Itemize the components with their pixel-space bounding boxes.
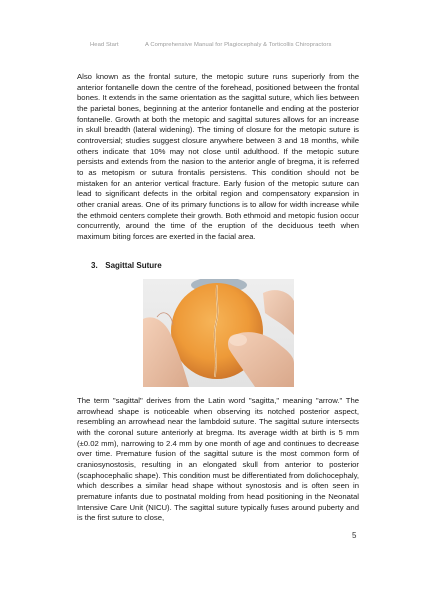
section-heading (91, 261, 162, 270)
page-number: 5 (352, 531, 357, 540)
sagittal-suture-paragraph: The term "sagittal" derives from the Latin word "sagitta," meaning "arrow." The arrowhead shape is noticeable when observing its notched posterior aspect, resembling an arrowhead near the lambdoid suture. The sagittal suture intersects with the coronal suture anteriorly at bregma. Its average width at birth is 5 mm (±0.02 mm), narrowing to 2.4 mm by one month of age and continues to decrease over time. Premature fusion of the sagittal suture is the most common form of craniosynostosis, resulting in an elongated skull from anterior to posterior (scaphocephalic shape). This condition must be differentiated from dolichocephaly, which describes a similar head shape without synostosis and is often seen in premature infants due to postnatal molding from head positioning in the Neonatal Intensive Care Unit (NICU). The sagittal suture typically fuses around puberty and is the first suture to close, (77, 396, 359, 523)
section-number: 3. (91, 261, 98, 270)
section-title: Sagittal Suture (105, 261, 162, 270)
metopic-suture-paragraph: Also known as the frontal suture, the metopic suture runs superiorly from the anterior fontanelle down the centre of the forehead, positioned between the frontal bones. It extends in the same orientation as the sagittal suture, which lies between the parietal bones, beginning at the anterior fontanelle and ending at the posterior fontanelle. Growth at both the metopic and sagittal sutures allows for an increase in skull breadth (lateral widening). The timing of closure for the metopic suture is controversial; studies suggest closure anywhere between 3 and 18 months, while others indicate that 10% may not close until adulthood. If the metopic suture persists and extends from the nasion to the anterior angle of bregma, it is referred to as metopism or sutura frontalis persistens. This condition should not be mistaken for an anterior vertical fracture. Early fusion of the metopic suture can lead to significant defects in the orbital region and compensatory expansion in other cranial areas. One of its primary functions is to allow for width increase while the ethmoid centers complete their growth. Both ethmoid and metopic fusion occur concurrently, around the time of the eruption of the deciduous teeth when maximum biting forces are exerted in the facial area. (77, 72, 359, 241)
skull-model-photo (143, 279, 294, 387)
header-subtitle: A Comprehensive Manual for Plagiocephaly & Torticollis Chiropractors (145, 42, 332, 48)
header-book-title: Head Start (90, 42, 119, 48)
